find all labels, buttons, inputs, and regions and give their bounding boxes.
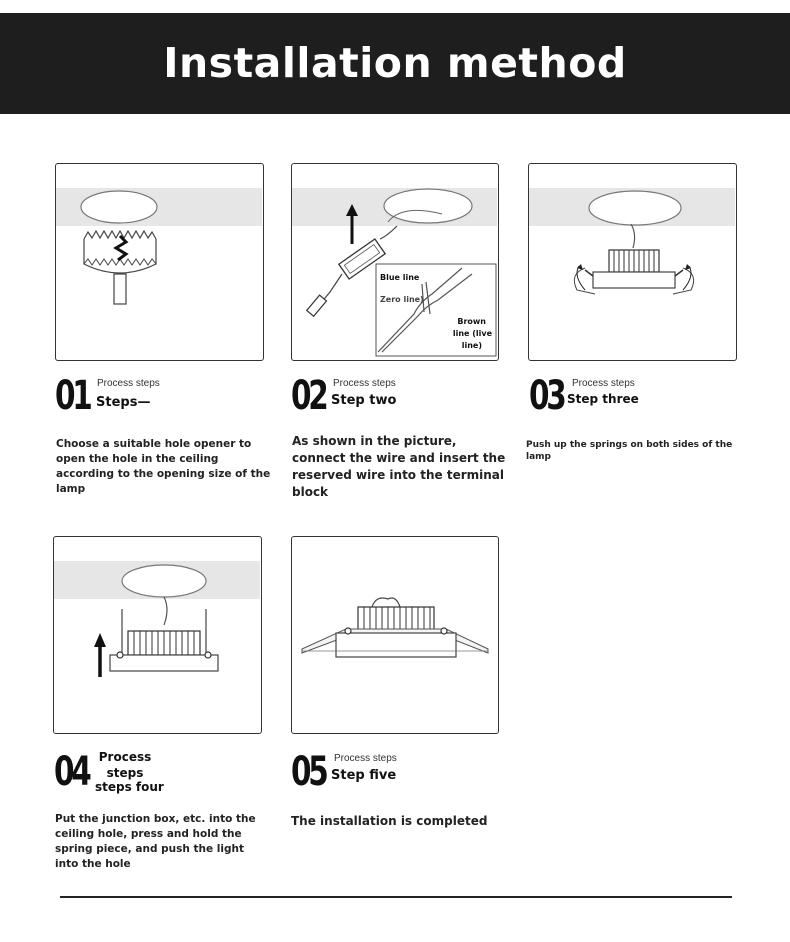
step-2-title: Step two bbox=[331, 393, 397, 408]
step-3-subtitle: Process steps bbox=[572, 378, 635, 389]
step-3-description: Push up the springs on both sides of the lamp bbox=[526, 440, 733, 462]
step-2-illustration bbox=[291, 163, 499, 361]
step-4-subtitle: Process steps bbox=[98, 750, 152, 780]
step-1-illustration bbox=[55, 163, 264, 361]
step-5-number: 05 bbox=[291, 749, 326, 795]
step-4-illustration bbox=[53, 536, 262, 734]
page-title: Installation method bbox=[163, 39, 627, 87]
step-5-title: Step five bbox=[331, 768, 397, 783]
step-4-description: Put the junction box, etc. into the ceiling hole, press and hold the spring piece, and push the light into the hole bbox=[55, 813, 256, 870]
step-2-description: As shown in the picture, connect the wire and insert the reserved wire into the terminal block bbox=[292, 434, 506, 499]
step-3-number: 03 bbox=[529, 373, 564, 419]
svg-text:Brown: Brown bbox=[457, 317, 486, 326]
step-2-subtitle: Process steps bbox=[333, 378, 396, 389]
step-3-title: Step three bbox=[567, 392, 639, 406]
step-4-title: steps four bbox=[95, 780, 164, 794]
svg-text:line (live: line (live bbox=[452, 329, 492, 338]
step-3-illustration bbox=[528, 163, 737, 361]
step-4-number: 04 bbox=[54, 749, 89, 795]
bottom-divider bbox=[60, 896, 732, 898]
step-1-number: 01 bbox=[55, 373, 90, 419]
step-2-number: 02 bbox=[291, 373, 326, 419]
step-1-description: Choose a suitable hole opener to open the hole in the ceiling according to the opening size of the lamp bbox=[56, 438, 271, 495]
blue-line-label: Blue line bbox=[380, 273, 420, 282]
step-1-subtitle: Process steps bbox=[97, 378, 160, 389]
header-banner bbox=[0, 13, 790, 114]
zero-line-label: Zero line) bbox=[380, 295, 424, 304]
step-5-description: The installation is completed bbox=[291, 814, 488, 828]
svg-text:line): line) bbox=[461, 341, 482, 350]
step-1-title: Steps— bbox=[96, 395, 151, 410]
step-5-illustration bbox=[291, 536, 499, 734]
step-5-subtitle: Process steps bbox=[334, 753, 397, 764]
